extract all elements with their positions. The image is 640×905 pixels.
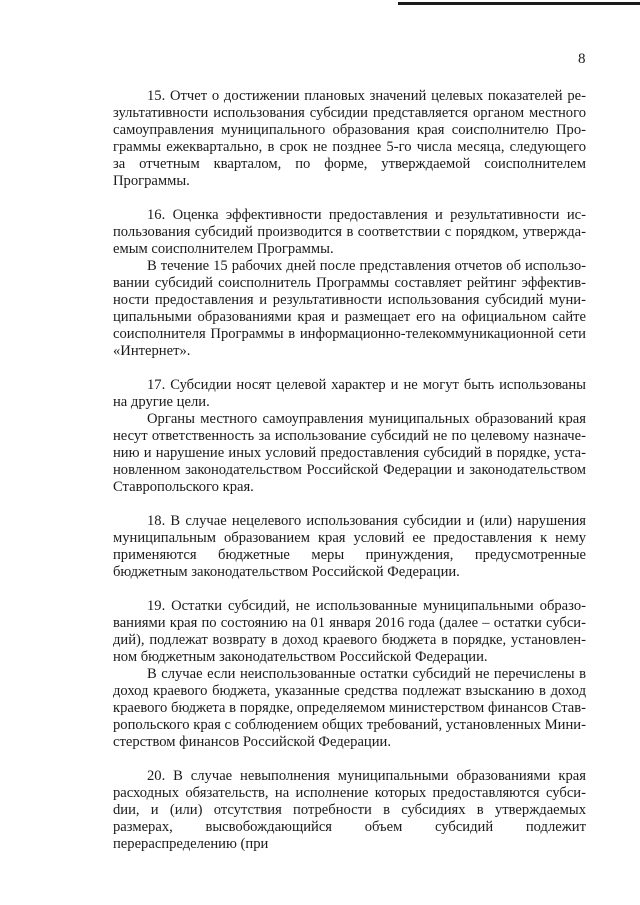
scan-border-line — [398, 2, 640, 5]
paragraph: В течение 15 рабочих дней после представления отчетов об использовании субсидий соисполнитель Программы составляет рейтинг эффективности предоставления и результативности использования субсидий муниципальными образованиями края и размещает его на официальном сайте соисполнителя Программы в информационно-телекоммуникационной сети «Интернет». — [113, 258, 586, 359]
section-19 — [113, 598, 586, 751]
paragraph: 19. Остатки субсидий, не использованные муниципальными образованиями края по состоянию на 01 января 2016 года (далее – остатки субсидий), подлежат возврату в доход краевого бюджета в порядке, установленном бюджетным законодательством Российской Федерации. — [113, 598, 586, 665]
paragraph: 20. В случае невыполнения муниципальными образованиями края расходных обязательств, на исполнение которых предоставляются субсиdии, и (или) отсутствия потребности в субсидиях в утверждаемых размерах, высвобождающийся объем субсидий подлежит перераспределению (при — [113, 768, 586, 852]
section-17 — [113, 377, 586, 496]
paragraph: Органы местного самоуправления муниципальных образований края несут ответственность за использование субсидий не по целевому назначению и нарушение иных условий предоставления субсидий в порядке, установленном законодательством Российской Федерации и законодательством Ставропольского края. — [113, 411, 586, 495]
section-16 — [113, 207, 586, 360]
paragraph: 16. Оценка эффективности предоставления и результативности использования субсидий производится в соответствии с порядком, утверждаемым соисполнителем Программы. — [113, 207, 586, 257]
section-18 — [113, 513, 586, 581]
paragraph: В случае если неиспользованные остатки субсидий не перечислены в доход краевого бюджета, указанные средства подлежат взысканию в доход краевого бюджета в порядке, определяемом министерством финансов Ставропольского края с соблюдением общих требований, установленных Министерством финансов Российской Федерации. — [113, 666, 586, 750]
document-body — [113, 88, 586, 853]
section-15 — [113, 88, 586, 190]
paragraph: 18. В случае нецелевого использования субсидии и (или) нарушения муниципальным образованием края условий ее предоставления к нему применяются бюджетные меры принуждения, предусмотренные бюджетным законодательством Российской Федерации. — [113, 513, 586, 580]
page-number: 8 — [578, 51, 586, 67]
paragraph: 17. Субсидии носят целевой характер и не могут быть использованы на другие цели. — [113, 377, 586, 410]
paragraph: 15. Отчет о достижении плановых значений целевых показателей результативности использования субсидии представляется органом местного самоуправления муниципального образования края соисполнителю Программы ежеквартально, в срок не позднее 5-го числа месяца, следующего за отчетным кварталом, по форме, утверждаемой соисполнителем Программы. — [113, 88, 586, 189]
section-20 — [113, 768, 586, 853]
